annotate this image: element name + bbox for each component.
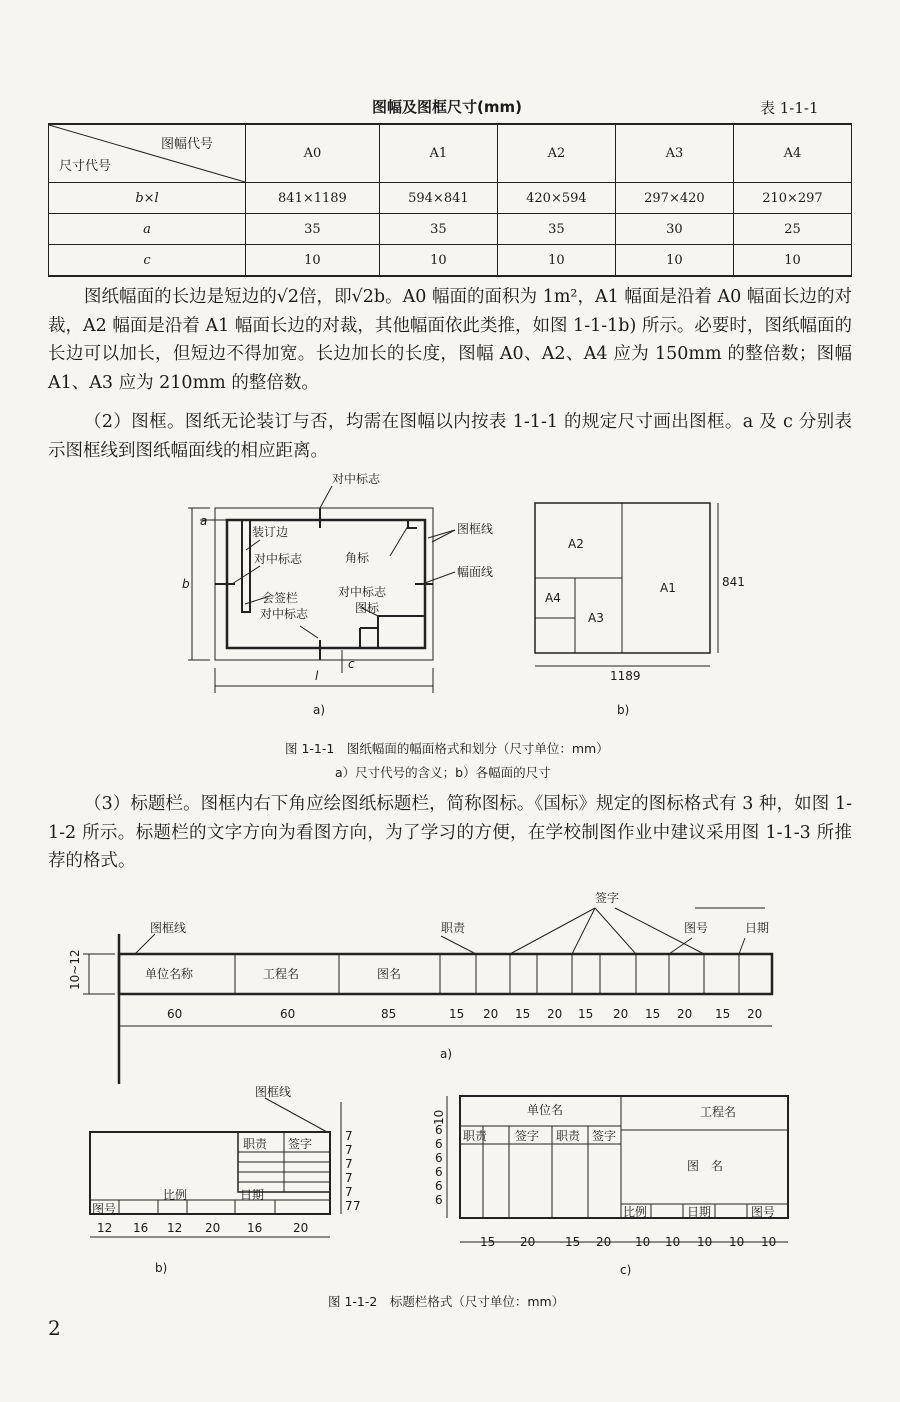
dim-1189: 1189	[610, 669, 641, 683]
signature-block-shape	[242, 520, 250, 612]
table-cell: 35	[379, 214, 497, 245]
vdim-c: 6	[435, 1165, 443, 1179]
label-signature-a: 签字	[595, 891, 620, 905]
dim-a-15: 15	[515, 1007, 531, 1021]
vdim-b: 7	[353, 1199, 361, 1213]
label-drawing-c: 图 名	[687, 1159, 724, 1173]
vdim-c: 6	[435, 1179, 443, 1193]
label-duty-c: 职责	[463, 1129, 488, 1143]
label-date-b: 日期	[240, 1188, 265, 1202]
dim-c: 10	[729, 1235, 745, 1249]
header-sheet-code: 图幅代号	[160, 137, 213, 152]
dim-c: 15	[480, 1235, 496, 1249]
label-drawing-no-b: 图号	[92, 1202, 117, 1216]
sub-a: a)	[313, 703, 326, 717]
sub-b: b)	[155, 1261, 168, 1275]
dim-a-20: 20	[747, 1007, 763, 1021]
col-header: A4	[733, 124, 851, 183]
table-cell: 594×841	[379, 183, 497, 214]
dim-a-15: 15	[578, 1007, 594, 1021]
sub-a: a)	[440, 1047, 453, 1061]
dim-a-60-1: 60	[167, 1007, 183, 1021]
dim-a-20: 20	[547, 1007, 563, 1021]
dim-c: 10	[761, 1235, 777, 1249]
dim-a-height: 10~12	[68, 949, 82, 990]
dim-a-20: 20	[613, 1007, 629, 1021]
table-cell: 10	[615, 245, 733, 277]
table-title: 图幅及图框尺寸(mm)	[372, 98, 522, 116]
vdim-b: 7	[345, 1171, 353, 1185]
dim-a-15: 15	[449, 1007, 465, 1021]
dim-c: 10	[635, 1235, 651, 1249]
label-scale-b: 比例	[163, 1188, 188, 1202]
sheet-outline	[215, 508, 433, 660]
figure-1-1-1-caption: 图 1-1-1 图纸幅面的幅面格式和划分（尺寸单位：mm）	[285, 741, 609, 756]
label-scale-c: 比例	[623, 1205, 648, 1219]
label-center-mark-left: 对中标志	[254, 552, 303, 566]
dim-a: a	[200, 514, 208, 528]
row-label: b×l	[49, 183, 246, 214]
header-size-code: 尺寸代号	[59, 159, 112, 174]
table-cell: 10	[733, 245, 851, 277]
table-cell: 30	[615, 214, 733, 245]
table-cell: 10	[497, 245, 615, 277]
vdim-c: 10	[432, 1109, 446, 1125]
dim-b-16: 16	[133, 1221, 149, 1235]
dim-a-15: 15	[715, 1007, 731, 1021]
dim-c: 20	[520, 1235, 536, 1249]
label-duty-a: 职责	[441, 921, 466, 935]
cell-unit-name: 单位名称	[145, 967, 194, 981]
label-sheet-line: 幅面线	[457, 565, 494, 579]
label-signature-c2: 签字	[592, 1129, 617, 1143]
row-label: a	[49, 214, 246, 245]
col-header: A1	[379, 124, 497, 183]
region-a4: A4	[545, 591, 561, 605]
dim-a-20: 20	[483, 1007, 499, 1021]
table-cell: 35	[246, 214, 380, 245]
label-duty-b: 职责	[243, 1137, 268, 1151]
page-number: 2	[48, 1316, 61, 1340]
table-cell: 25	[733, 214, 851, 245]
table-cell: 297×420	[615, 183, 733, 214]
frame-outline	[227, 520, 425, 648]
label-center-mark-top: 对中标志	[332, 472, 381, 486]
vdim-b: 7	[345, 1185, 353, 1199]
vdim-b: 7	[345, 1199, 353, 1213]
label-title-block: 图标	[355, 601, 380, 615]
cell-drawing-name: 图名	[377, 967, 402, 981]
dim-b-12: 12	[97, 1221, 113, 1235]
figure-1-1-2-caption: 图 1-1-2 标题栏格式（尺寸单位：mm）	[328, 1294, 565, 1309]
dim-a-20: 20	[677, 1007, 693, 1021]
table-cell: 210×297	[733, 183, 851, 214]
dim-c: 20	[596, 1235, 612, 1249]
label-frame-a: 图框线	[150, 921, 187, 935]
figure-1-1-1-subcaption: a）尺寸代号的含义；b）各幅面的尺寸	[335, 765, 551, 780]
vdim-b: 7	[345, 1157, 353, 1171]
paragraph-title-block: （3）标题栏。图框内右下角应绘图纸标题栏，简称图标。《国标》规定的图标格式有 3 种，如图 1-1-2 所示。标题栏的文字方向为看图方向，为了学习的方便，在学校制图作业中建议采用图 1-1-3 所推荐的格式。	[48, 794, 852, 871]
cell-project-name: 工程名	[263, 967, 300, 981]
dim-b-20: 20	[205, 1221, 221, 1235]
table-cell: 420×594	[497, 183, 615, 214]
region-a2: A2	[568, 537, 584, 551]
figure-1-1-2	[68, 882, 805, 1310]
col-header: A2	[497, 124, 615, 183]
dim-c: 15	[565, 1235, 581, 1249]
table-row	[49, 214, 852, 245]
table-cell: 35	[497, 214, 615, 245]
label-signature-b: 签字	[288, 1137, 313, 1151]
vdim-b: 7	[345, 1143, 353, 1157]
vdim-c: 6	[435, 1151, 443, 1165]
col-header: A0	[246, 124, 380, 183]
sub-b: b)	[617, 703, 630, 717]
paragraph-frame: （2）图框。图纸无论装订与否，均需在图幅以内按表 1-1-1 的规定尺寸画出图框。a 及 c 分别表示图框线到图纸幅面线的相应距离。	[48, 412, 852, 461]
region-a3: A3	[588, 611, 604, 625]
label-corner-mark: 角标	[345, 551, 370, 565]
label-project: 工程名	[700, 1105, 737, 1119]
region-a1: A1	[660, 581, 676, 595]
figure-1-1-1	[170, 468, 770, 730]
dim-c: c	[348, 657, 355, 671]
table-cell: 841×1189	[246, 183, 380, 214]
label-center-mark-right: 对中标志	[338, 585, 387, 599]
title-block-shape	[378, 616, 425, 648]
label-unit: 单位名	[527, 1103, 564, 1117]
dim-b-12: 12	[167, 1221, 183, 1235]
vdim-c: 6	[435, 1137, 443, 1151]
sub-c: c)	[620, 1263, 632, 1277]
table-row	[49, 245, 852, 277]
label-date-c: 日期	[687, 1205, 712, 1219]
label-drawing-no-a: 图号	[684, 921, 709, 935]
dim-l: l	[315, 669, 319, 683]
dim-c: 10	[697, 1235, 713, 1249]
label-signature-block: 会签栏	[262, 591, 299, 605]
dim-a-85: 85	[381, 1007, 397, 1021]
table-row	[49, 183, 852, 214]
vdim-b: 7	[345, 1129, 353, 1143]
dim-b: b	[182, 577, 190, 591]
label-binding-edge: 装订边	[252, 525, 289, 539]
label-signature-c: 签字	[515, 1129, 540, 1143]
label-frame-line: 图框线	[457, 522, 494, 536]
label-frame-b: 图框线	[255, 1085, 292, 1099]
row-label: c	[49, 245, 246, 277]
table-cell: 10	[379, 245, 497, 277]
vdim-c: 6	[435, 1193, 443, 1207]
dim-c: 10	[665, 1235, 681, 1249]
dim-841: 841	[722, 575, 745, 589]
label-duty-c2: 职责	[556, 1129, 581, 1143]
label-center-mark-bottom: 对中标志	[260, 607, 309, 621]
dim-a-15: 15	[645, 1007, 661, 1021]
label-drawing-no-c: 图号	[751, 1205, 776, 1219]
table-cell: 10	[246, 245, 380, 277]
col-header: A3	[615, 124, 733, 183]
label-date-a: 日期	[745, 921, 770, 935]
paragraph-sheet-size: 图纸幅面的长边是短边的√2倍，即√2b。A0 幅面的面积为 1m²，A1 幅面是沿着 A0 幅面长边的对裁，A2 幅面是沿着 A1 幅面长边的对裁，其他幅面依此类推，如图 1-1-1b) 所示。必要时，图纸幅面的长边可以加长，但短边不得加宽。长边加长的长度，图幅 A0、A2、A4 应为 150mm 的整倍数；图幅 A1、A3 应为 210mm 的整倍数。	[48, 287, 852, 393]
dim-a-60-2: 60	[280, 1007, 296, 1021]
table-corner-header	[49, 124, 246, 183]
table-number: 表 1-1-1	[760, 99, 819, 117]
dim-b-16: 16	[247, 1221, 263, 1235]
dim-b-20: 20	[293, 1221, 309, 1235]
vdim-c: 6	[435, 1123, 443, 1137]
dimension-table	[48, 123, 852, 277]
